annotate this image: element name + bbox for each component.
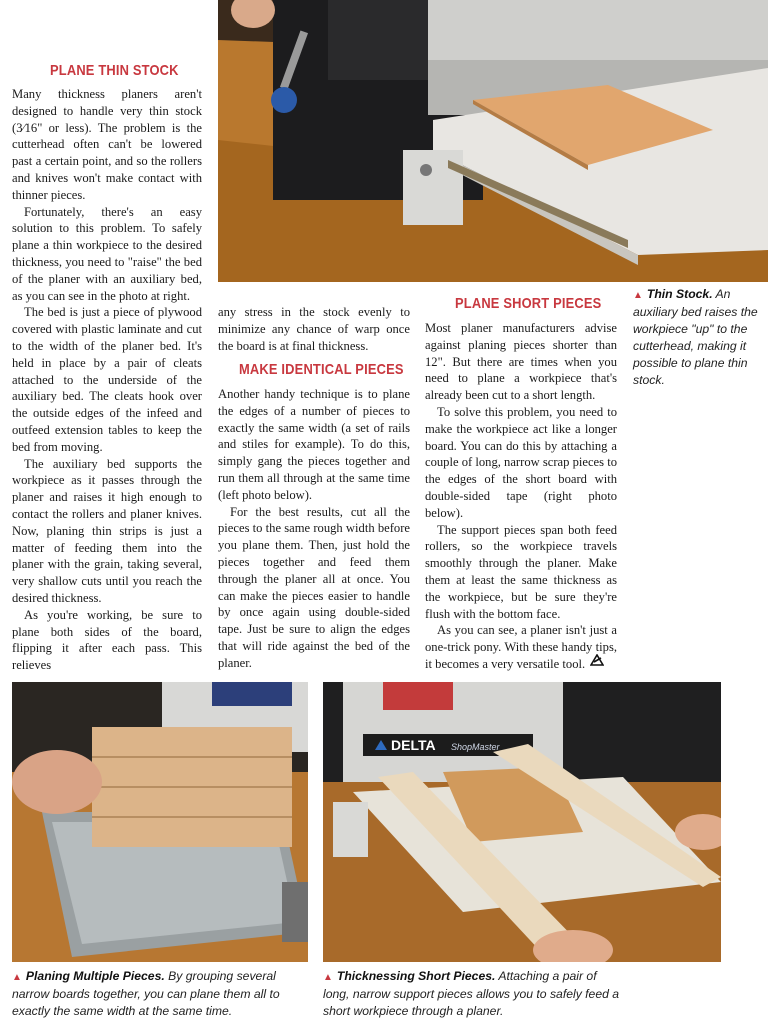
column-short <box>425 320 617 673</box>
paragraph: As you can see, a planer isn't just a one-trick pony. With these handy tips, it becomes a very versatile tool. <box>425 623 617 671</box>
caption-thin-stock <box>633 286 763 389</box>
thin-stock-photo <box>218 0 768 282</box>
heading-make-identical-pieces: MAKE IDENTICAL PIECES <box>239 361 404 378</box>
caption-title: Thicknessing Short Pieces. <box>336 969 496 983</box>
caption-text: Attaching a pair of long, narrow support pieces allows you to safely feed a short workpiece through a planer. <box>323 969 620 1018</box>
brand-label: DELTA <box>391 737 436 753</box>
caption-title: Planing Multiple Pieces. <box>25 969 165 983</box>
paragraph: Many thickness planers aren't designed to handle very thin stock (3⁄16" or less). The problem is the cutterhead often can't be lowered past a certain point, and so the rollers and knives won't make contact with thinner pieces. <box>12 87 202 202</box>
paragraph: The support pieces span both feed rollers, so the workpiece travels smoothly through the planer. Make them at least the same thickness as the workpiece, but be sure they're flush with the bottom face. <box>425 522 617 621</box>
caption-text: By grouping several narrow boards together, you can plane them all to exactly the same width at the same time. <box>12 969 280 1018</box>
model-label: ShopMaster <box>451 742 500 752</box>
column-identical <box>218 386 410 672</box>
caption-short-pieces <box>323 968 623 1020</box>
paragraph: Another handy technique is to plane the edges of a number of pieces to exactly the same width (a set of rails and stiles for example). To do this, simply gang the pieces together and run them all through at the same time (left photo below). <box>218 387 410 502</box>
paragraph: The auxiliary bed supports the workpiece as it passes through the planer and raises it high enough to contact the rollers and planer knives. Now, planing thin strips is just a matter of feeding them into the planer with the grain, taking several, very shallow cuts until you reach the desired thickness. <box>12 456 202 605</box>
paragraph: Most planer manufacturers advise against planing pieces shorter than 12". But there are times when you need to plane a workpiece that's already been cut to a short length. <box>425 321 617 403</box>
short-pieces-photo <box>323 682 721 962</box>
paragraph: As you're working, be sure to plane both sides of the board, flipping it after each pass. This relieves <box>12 607 202 673</box>
caption-multiple-pieces <box>12 968 312 1020</box>
paragraph: To solve this problem, you need to make the workpiece act like a longer board. You can do this by attaching a couple of long, narrow scrap pieces to the edges of the short board with double-sided tape (right photo below). <box>425 404 617 520</box>
paragraph: For the best results, cut all the pieces to the same rough width before you plane them. Then, just hold the pieces together and feed them through the planer all at once. You can make the pieces easier to handle by once again using double-sided tape. Just be sure to align the edges that will ride against the bed of the planer. <box>218 504 410 670</box>
paragraph: any stress in the stock evenly to minimize any chance of warp once the board is at final thickness. <box>218 305 410 353</box>
end-mark-icon <box>590 654 604 666</box>
heading-plane-short-pieces: PLANE SHORT PIECES <box>455 295 602 312</box>
caption-title: Thin Stock. <box>646 287 713 301</box>
triangle-marker-icon: ▲ <box>12 972 22 983</box>
column-thin-stock <box>12 86 202 674</box>
triangle-marker-icon: ▲ <box>633 290 643 301</box>
multiple-pieces-photo <box>12 682 308 962</box>
caption-text: An auxiliary bed raises the workpiece "up" to the cutterhead, making it possible to plane thin stock. <box>633 287 758 387</box>
heading-plane-thin-stock: PLANE THIN STOCK <box>50 62 179 79</box>
triangle-marker-icon: ▲ <box>323 972 333 983</box>
paragraph: Fortunately, there's an easy solution to this problem. To safely plane a thin workpiece to the desired thickness, you need to "raise" the bed of the planer with an auxiliary bed, as you can see in the photo at right. <box>12 204 202 303</box>
paragraph: The bed is just a piece of plywood covered with plastic laminate and cut to the width of the planer bed. It's held in place by a pair of cleats attached to the underside of the auxiliary bed. The cleats hook over the outside edges of the infeed and outfeed extension tables to keep the bed from moving. <box>12 305 202 454</box>
column-thin-stock-continued <box>218 304 410 354</box>
